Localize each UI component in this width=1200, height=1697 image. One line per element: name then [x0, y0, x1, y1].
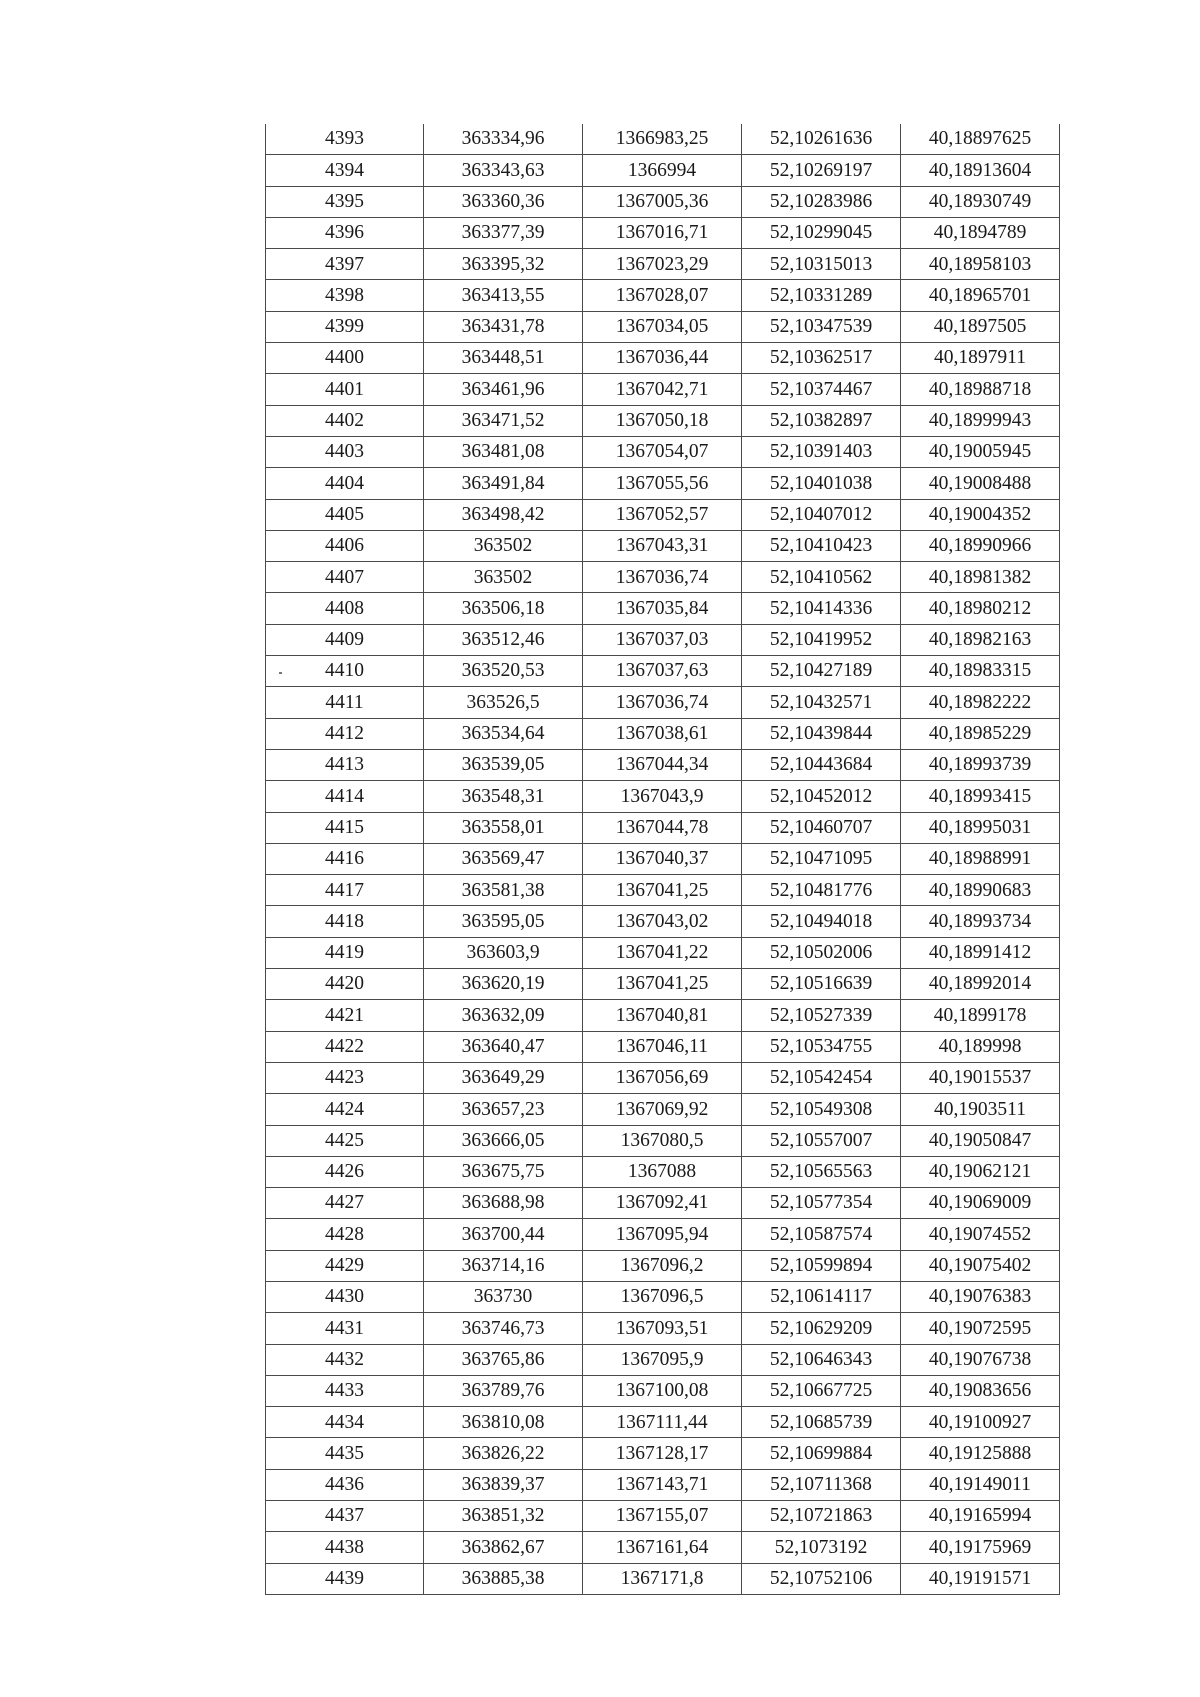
y-coordinate-cell: 1367041,22 — [583, 937, 742, 968]
y-coordinate-cell: 1367034,05 — [583, 311, 742, 342]
x-coordinate-cell: 363539,05 — [424, 749, 583, 780]
y-coordinate-cell: 1367036,74 — [583, 687, 742, 718]
y-coordinate-cell: 1367043,9 — [583, 781, 742, 812]
point-number-cell: 4437 — [266, 1501, 424, 1532]
y-coordinate-cell: 1367036,44 — [583, 343, 742, 374]
longitude-cell: 40,1894789 — [901, 217, 1060, 248]
table-row — [266, 781, 1060, 812]
table-row — [266, 1313, 1060, 1344]
table-row — [266, 499, 1060, 530]
longitude-cell: 40,18990683 — [901, 875, 1060, 906]
point-number-cell: 4407 — [266, 562, 424, 593]
point-number-cell: 4393 — [266, 124, 424, 155]
point-number-cell: 4408 — [266, 593, 424, 624]
table-row — [266, 1438, 1060, 1469]
y-coordinate-cell: 1367155,07 — [583, 1501, 742, 1532]
point-number-cell: 4404 — [266, 468, 424, 499]
x-coordinate-cell: 363534,64 — [424, 718, 583, 749]
longitude-cell: 40,18988718 — [901, 374, 1060, 405]
latitude-cell: 52,10557007 — [742, 1125, 901, 1156]
y-coordinate-cell: 1367016,71 — [583, 217, 742, 248]
table-row — [266, 1344, 1060, 1375]
latitude-cell: 52,10432571 — [742, 687, 901, 718]
table-row — [266, 374, 1060, 405]
longitude-cell: 40,18985229 — [901, 718, 1060, 749]
point-number-cell: 4421 — [266, 1000, 424, 1031]
table-row — [266, 1000, 1060, 1031]
longitude-cell: 40,1897505 — [901, 311, 1060, 342]
longitude-cell: 40,18897625 — [901, 124, 1060, 155]
point-number-cell: 4416 — [266, 843, 424, 874]
x-coordinate-cell: 363620,19 — [424, 969, 583, 1000]
longitude-cell: 40,18993415 — [901, 781, 1060, 812]
longitude-cell: 40,18981382 — [901, 562, 1060, 593]
table-row — [266, 718, 1060, 749]
latitude-cell: 52,10699884 — [742, 1438, 901, 1469]
point-number-cell: 4424 — [266, 1094, 424, 1125]
point-number-cell: 4433 — [266, 1375, 424, 1406]
latitude-cell: 52,10534755 — [742, 1031, 901, 1062]
latitude-cell: 52,10407012 — [742, 499, 901, 530]
longitude-cell: 40,18982163 — [901, 624, 1060, 655]
y-coordinate-cell: 1367171,8 — [583, 1563, 742, 1594]
table-row — [266, 1532, 1060, 1563]
y-coordinate-cell: 1367096,5 — [583, 1281, 742, 1312]
latitude-cell: 52,10667725 — [742, 1375, 901, 1406]
y-coordinate-cell: 1367054,07 — [583, 436, 742, 467]
y-coordinate-cell: 1367040,37 — [583, 843, 742, 874]
coordinates-table-body — [266, 124, 1060, 1594]
latitude-cell: 52,10599894 — [742, 1250, 901, 1281]
table-row — [266, 280, 1060, 311]
latitude-cell: 52,10391403 — [742, 436, 901, 467]
x-coordinate-cell: 363595,05 — [424, 906, 583, 937]
x-coordinate-cell: 363839,37 — [424, 1469, 583, 1500]
point-number-cell: 4431 — [266, 1313, 424, 1344]
x-coordinate-cell: 363413,55 — [424, 280, 583, 311]
x-coordinate-cell: 363502 — [424, 530, 583, 561]
longitude-cell: 40,19149011 — [901, 1469, 1060, 1500]
table-row — [266, 155, 1060, 186]
longitude-cell: 40,19005945 — [901, 436, 1060, 467]
table-row — [266, 656, 1060, 687]
latitude-cell: 52,10414336 — [742, 593, 901, 624]
table-row — [266, 562, 1060, 593]
longitude-cell: 40,18991412 — [901, 937, 1060, 968]
x-coordinate-cell: 363471,52 — [424, 405, 583, 436]
x-coordinate-cell: 363640,47 — [424, 1031, 583, 1062]
y-coordinate-cell: 1367043,02 — [583, 906, 742, 937]
y-coordinate-cell: 1367055,56 — [583, 468, 742, 499]
y-coordinate-cell: 1367100,08 — [583, 1375, 742, 1406]
longitude-cell: 40,19004352 — [901, 499, 1060, 530]
table-row — [266, 749, 1060, 780]
y-coordinate-cell: 1366983,25 — [583, 124, 742, 155]
longitude-cell: 40,18965701 — [901, 280, 1060, 311]
longitude-cell: 40,19076738 — [901, 1344, 1060, 1375]
latitude-cell: 52,10299045 — [742, 217, 901, 248]
latitude-cell: 52,10752106 — [742, 1563, 901, 1594]
x-coordinate-cell: 363395,32 — [424, 249, 583, 280]
y-coordinate-cell: 1367069,92 — [583, 1094, 742, 1125]
point-number-cell: 4410 — [266, 656, 424, 687]
table-row — [266, 1156, 1060, 1187]
x-coordinate-cell: 363498,42 — [424, 499, 583, 530]
x-coordinate-cell: 363506,18 — [424, 593, 583, 624]
point-number-cell: 4439 — [266, 1563, 424, 1594]
table-row — [266, 1031, 1060, 1062]
table-row — [266, 530, 1060, 561]
table-row — [266, 1563, 1060, 1594]
latitude-cell: 52,10439844 — [742, 718, 901, 749]
latitude-cell: 52,1073192 — [742, 1532, 901, 1563]
y-coordinate-cell: 1367041,25 — [583, 969, 742, 1000]
longitude-cell: 40,18930749 — [901, 186, 1060, 217]
table-row — [266, 906, 1060, 937]
x-coordinate-cell: 363343,63 — [424, 155, 583, 186]
x-coordinate-cell: 363512,46 — [424, 624, 583, 655]
point-number-cell: 4405 — [266, 499, 424, 530]
latitude-cell: 52,10261636 — [742, 124, 901, 155]
y-coordinate-cell: 1367028,07 — [583, 280, 742, 311]
x-coordinate-cell: 363448,51 — [424, 343, 583, 374]
table-row — [266, 343, 1060, 374]
point-number-cell: 4435 — [266, 1438, 424, 1469]
longitude-cell: 40,18982222 — [901, 687, 1060, 718]
x-coordinate-cell: 363862,67 — [424, 1532, 583, 1563]
latitude-cell: 52,10443684 — [742, 749, 901, 780]
latitude-cell: 52,10629209 — [742, 1313, 901, 1344]
point-number-cell: 4434 — [266, 1407, 424, 1438]
point-number-cell: 4409 — [266, 624, 424, 655]
x-coordinate-cell: 363491,84 — [424, 468, 583, 499]
x-coordinate-cell: 363810,08 — [424, 1407, 583, 1438]
table-row — [266, 1407, 1060, 1438]
longitude-cell: 40,18995031 — [901, 812, 1060, 843]
table-row — [266, 1469, 1060, 1500]
longitude-cell: 40,19175969 — [901, 1532, 1060, 1563]
y-coordinate-cell: 1367038,61 — [583, 718, 742, 749]
x-coordinate-cell: 363885,38 — [424, 1563, 583, 1594]
x-coordinate-cell: 363632,09 — [424, 1000, 583, 1031]
longitude-cell: 40,19008488 — [901, 468, 1060, 499]
x-coordinate-cell: 363826,22 — [424, 1438, 583, 1469]
y-coordinate-cell: 1367096,2 — [583, 1250, 742, 1281]
latitude-cell: 52,10471095 — [742, 843, 901, 874]
latitude-cell: 52,10711368 — [742, 1469, 901, 1500]
point-number-cell: 4423 — [266, 1062, 424, 1093]
point-number-cell: 4414 — [266, 781, 424, 812]
latitude-cell: 52,10410562 — [742, 562, 901, 593]
y-coordinate-cell: 1367056,69 — [583, 1062, 742, 1093]
longitude-cell: 40,189998 — [901, 1031, 1060, 1062]
latitude-cell: 52,10577354 — [742, 1188, 901, 1219]
y-coordinate-cell: 1367044,78 — [583, 812, 742, 843]
x-coordinate-cell: 363649,29 — [424, 1062, 583, 1093]
y-coordinate-cell: 1367143,71 — [583, 1469, 742, 1500]
point-number-cell: 4430 — [266, 1281, 424, 1312]
x-coordinate-cell: 363569,47 — [424, 843, 583, 874]
latitude-cell: 52,10269197 — [742, 155, 901, 186]
point-number-cell: 4400 — [266, 343, 424, 374]
point-number-cell: 4401 — [266, 374, 424, 405]
y-coordinate-cell: 1366994 — [583, 155, 742, 186]
latitude-cell: 52,10331289 — [742, 280, 901, 311]
point-number-cell: 4412 — [266, 718, 424, 749]
coordinates-table — [265, 124, 1060, 1595]
y-coordinate-cell: 1367111,44 — [583, 1407, 742, 1438]
y-coordinate-cell: 1367161,64 — [583, 1532, 742, 1563]
point-number-cell: 4398 — [266, 280, 424, 311]
x-coordinate-cell: 363789,76 — [424, 1375, 583, 1406]
latitude-cell: 52,10516639 — [742, 969, 901, 1000]
y-coordinate-cell: 1367128,17 — [583, 1438, 742, 1469]
x-coordinate-cell: 363700,44 — [424, 1219, 583, 1250]
x-coordinate-cell: 363730 — [424, 1281, 583, 1312]
latitude-cell: 52,10565563 — [742, 1156, 901, 1187]
point-number-cell: 4403 — [266, 436, 424, 467]
longitude-cell: 40,18913604 — [901, 155, 1060, 186]
y-coordinate-cell: 1367040,81 — [583, 1000, 742, 1031]
table-row — [266, 1094, 1060, 1125]
y-coordinate-cell: 1367052,57 — [583, 499, 742, 530]
y-coordinate-cell: 1367035,84 — [583, 593, 742, 624]
table-row — [266, 1375, 1060, 1406]
latitude-cell: 52,10410423 — [742, 530, 901, 561]
y-coordinate-cell: 1367023,29 — [583, 249, 742, 280]
latitude-cell: 52,10549308 — [742, 1094, 901, 1125]
y-coordinate-cell: 1367093,51 — [583, 1313, 742, 1344]
point-number-cell: 4406 — [266, 530, 424, 561]
point-number-cell: 4432 — [266, 1344, 424, 1375]
x-coordinate-cell: 363851,32 — [424, 1501, 583, 1532]
y-coordinate-cell: 1367092,41 — [583, 1188, 742, 1219]
longitude-cell: 40,19062121 — [901, 1156, 1060, 1187]
table-row — [266, 468, 1060, 499]
x-coordinate-cell: 363502 — [424, 562, 583, 593]
longitude-cell: 40,19083656 — [901, 1375, 1060, 1406]
latitude-cell: 52,10542454 — [742, 1062, 901, 1093]
table-row — [266, 1219, 1060, 1250]
point-number-cell: 4418 — [266, 906, 424, 937]
point-number-cell: 4402 — [266, 405, 424, 436]
point-number-cell: 4413 — [266, 749, 424, 780]
latitude-cell: 52,10646343 — [742, 1344, 901, 1375]
x-coordinate-cell: 363431,78 — [424, 311, 583, 342]
x-coordinate-cell: 363548,31 — [424, 781, 583, 812]
x-coordinate-cell: 363765,86 — [424, 1344, 583, 1375]
longitude-cell: 40,19072595 — [901, 1313, 1060, 1344]
y-coordinate-cell: 1367005,36 — [583, 186, 742, 217]
latitude-cell: 52,10460707 — [742, 812, 901, 843]
y-coordinate-cell: 1367095,9 — [583, 1344, 742, 1375]
point-number-cell: 4438 — [266, 1532, 424, 1563]
latitude-cell: 52,10362517 — [742, 343, 901, 374]
latitude-cell: 52,10374467 — [742, 374, 901, 405]
table-row — [266, 843, 1060, 874]
table-row — [266, 1062, 1060, 1093]
point-number-cell: 4429 — [266, 1250, 424, 1281]
y-coordinate-cell: 1367046,11 — [583, 1031, 742, 1062]
latitude-cell: 52,10502006 — [742, 937, 901, 968]
point-number-cell: 4415 — [266, 812, 424, 843]
longitude-cell: 40,19125888 — [901, 1438, 1060, 1469]
x-coordinate-cell: 363688,98 — [424, 1188, 583, 1219]
y-coordinate-cell: 1367095,94 — [583, 1219, 742, 1250]
longitude-cell: 40,19015537 — [901, 1062, 1060, 1093]
y-coordinate-cell: 1367041,25 — [583, 875, 742, 906]
longitude-cell: 40,1897911 — [901, 343, 1060, 374]
latitude-cell: 52,10452012 — [742, 781, 901, 812]
table-row — [266, 1250, 1060, 1281]
table-row — [266, 969, 1060, 1000]
longitude-cell: 40,19076383 — [901, 1281, 1060, 1312]
x-coordinate-cell: 363666,05 — [424, 1125, 583, 1156]
point-number-cell: 4436 — [266, 1469, 424, 1500]
latitude-cell: 52,10283986 — [742, 186, 901, 217]
y-coordinate-cell: 1367050,18 — [583, 405, 742, 436]
x-coordinate-cell: 363603,9 — [424, 937, 583, 968]
latitude-cell: 52,10419952 — [742, 624, 901, 655]
point-number-cell: 4420 — [266, 969, 424, 1000]
longitude-cell: 40,18999943 — [901, 405, 1060, 436]
x-coordinate-cell: 363377,39 — [424, 217, 583, 248]
latitude-cell: 52,10494018 — [742, 906, 901, 937]
longitude-cell: 40,1899178 — [901, 1000, 1060, 1031]
longitude-cell: 40,18988991 — [901, 843, 1060, 874]
x-coordinate-cell: 363714,16 — [424, 1250, 583, 1281]
point-number-cell: 4397 — [266, 249, 424, 280]
y-coordinate-cell: 1367043,31 — [583, 530, 742, 561]
longitude-cell: 40,19074552 — [901, 1219, 1060, 1250]
table-row — [266, 436, 1060, 467]
longitude-cell: 40,1903511 — [901, 1094, 1060, 1125]
scan-speck — [279, 672, 282, 674]
x-coordinate-cell: 363334,96 — [424, 124, 583, 155]
x-coordinate-cell: 363746,73 — [424, 1313, 583, 1344]
point-number-cell: 4417 — [266, 875, 424, 906]
y-coordinate-cell: 1367080,5 — [583, 1125, 742, 1156]
latitude-cell: 52,10382897 — [742, 405, 901, 436]
latitude-cell: 52,10315013 — [742, 249, 901, 280]
table-row — [266, 812, 1060, 843]
longitude-cell: 40,19100927 — [901, 1407, 1060, 1438]
longitude-cell: 40,18980212 — [901, 593, 1060, 624]
point-number-cell: 4394 — [266, 155, 424, 186]
y-coordinate-cell: 1367088 — [583, 1156, 742, 1187]
table-row — [266, 1125, 1060, 1156]
latitude-cell: 52,10347539 — [742, 311, 901, 342]
table-row — [266, 124, 1060, 155]
latitude-cell: 52,10721863 — [742, 1501, 901, 1532]
y-coordinate-cell: 1367044,34 — [583, 749, 742, 780]
table-row — [266, 217, 1060, 248]
point-number-cell: 4426 — [266, 1156, 424, 1187]
longitude-cell: 40,19165994 — [901, 1501, 1060, 1532]
point-number-cell: 4427 — [266, 1188, 424, 1219]
point-number-cell: 4411 — [266, 687, 424, 718]
x-coordinate-cell: 363526,5 — [424, 687, 583, 718]
latitude-cell: 52,10427189 — [742, 656, 901, 687]
y-coordinate-cell: 1367037,63 — [583, 656, 742, 687]
point-number-cell: 4396 — [266, 217, 424, 248]
table-row — [266, 1281, 1060, 1312]
x-coordinate-cell: 363675,75 — [424, 1156, 583, 1187]
table-row — [266, 1188, 1060, 1219]
table-row — [266, 249, 1060, 280]
table-row — [266, 687, 1060, 718]
table-row — [266, 624, 1060, 655]
y-coordinate-cell: 1367037,03 — [583, 624, 742, 655]
longitude-cell: 40,18958103 — [901, 249, 1060, 280]
latitude-cell: 52,10685739 — [742, 1407, 901, 1438]
longitude-cell: 40,19075402 — [901, 1250, 1060, 1281]
table-row — [266, 1501, 1060, 1532]
longitude-cell: 40,18992014 — [901, 969, 1060, 1000]
x-coordinate-cell: 363481,08 — [424, 436, 583, 467]
table-row — [266, 937, 1060, 968]
longitude-cell: 40,19191571 — [901, 1563, 1060, 1594]
point-number-cell: 4425 — [266, 1125, 424, 1156]
x-coordinate-cell: 363461,96 — [424, 374, 583, 405]
point-number-cell: 4399 — [266, 311, 424, 342]
y-coordinate-cell: 1367042,71 — [583, 374, 742, 405]
table-row — [266, 593, 1060, 624]
table-row — [266, 875, 1060, 906]
longitude-cell: 40,18983315 — [901, 656, 1060, 687]
x-coordinate-cell: 363657,23 — [424, 1094, 583, 1125]
longitude-cell: 40,19069009 — [901, 1188, 1060, 1219]
latitude-cell: 52,10401038 — [742, 468, 901, 499]
point-number-cell: 4419 — [266, 937, 424, 968]
point-number-cell: 4428 — [266, 1219, 424, 1250]
point-number-cell: 4422 — [266, 1031, 424, 1062]
table-row — [266, 186, 1060, 217]
longitude-cell: 40,19050847 — [901, 1125, 1060, 1156]
point-number-cell: 4395 — [266, 186, 424, 217]
table-row — [266, 311, 1060, 342]
longitude-cell: 40,18993734 — [901, 906, 1060, 937]
x-coordinate-cell: 363581,38 — [424, 875, 583, 906]
table-row — [266, 405, 1060, 436]
latitude-cell: 52,10587574 — [742, 1219, 901, 1250]
x-coordinate-cell: 363360,36 — [424, 186, 583, 217]
x-coordinate-cell: 363558,01 — [424, 812, 583, 843]
longitude-cell: 40,18993739 — [901, 749, 1060, 780]
longitude-cell: 40,18990966 — [901, 530, 1060, 561]
latitude-cell: 52,10614117 — [742, 1281, 901, 1312]
latitude-cell: 52,10527339 — [742, 1000, 901, 1031]
y-coordinate-cell: 1367036,74 — [583, 562, 742, 593]
latitude-cell: 52,10481776 — [742, 875, 901, 906]
x-coordinate-cell: 363520,53 — [424, 656, 583, 687]
